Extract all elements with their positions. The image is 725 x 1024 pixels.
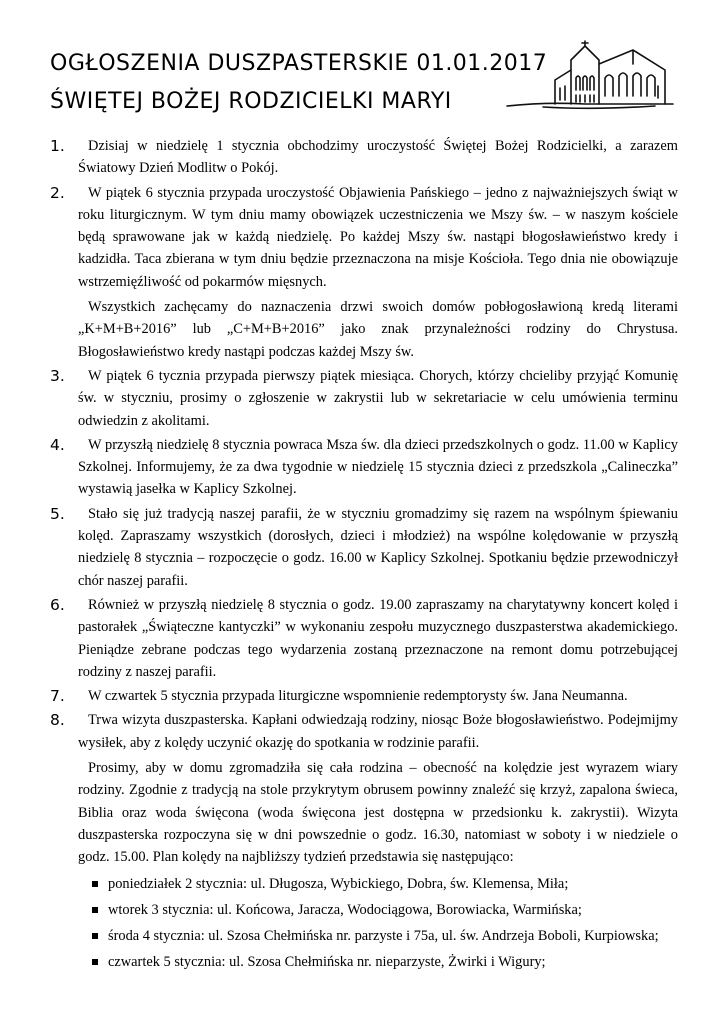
item-number: 3.: [50, 366, 65, 385]
church-logo-icon: [505, 40, 675, 114]
page-subtitle: ŚWIĘTEJ BOŻEJ RODZICIELKI MARYI: [50, 89, 452, 114]
schedule-item-text: poniedziałek 2 stycznia: ul. Długosza, Wybickiego, Dobra, św. Klemensa, Miła;: [108, 875, 569, 892]
item-text: Stało się już tradycją naszej parafii, że w styczniu gromadzimy się razem na wspólnym śpiewaniu kolęd. Zapraszamy wszystkich (dorosłych, dzieci i młodzież) na wspólne kolędowanie w przyszłą niedzielę 8 stycznia – rozpoczęcie o godz. 16.00 w Kaplicy Szkolnej. Spotkaniu będzie przewodniczył chór naszej parafii.: [78, 505, 678, 589]
square-bullet-icon: [92, 881, 98, 887]
announcement-item: [48, 709, 678, 973]
square-bullet-icon: [92, 959, 98, 965]
item-number: 2.: [50, 183, 65, 202]
item-text: W piątek 6 tycznia przypada pierwszy piątek miesiąca. Chorych, którzy chcieliby przyjąć Komunię św. w styczniu, prosimy o zgłoszenie w zakrystii lub w sekretariacie w celu umówienia terminu odwiedzin z akolitami.: [78, 367, 678, 429]
announcement-item: [48, 365, 678, 432]
item-text: W piątek 6 stycznia przypada uroczystość Objawienia Pańskiego – jedno z najważniejszych świąt w roku liturgicznym. W tym dniu mamy obowiązek uczestniczenia we Mszy św. – w naszym kościele będą sprawowane jak w każdą niedzielę. Po każdej Mszy św. nastąpi błogosławieństwo kredy i kadzidła. Taca zbierana w tym dniu będzie przeznaczona na misje Kościoła. Tego dnia nie obowiązuje wstrzemięźliwość od pokarmów mięsnych.: [78, 184, 678, 290]
announcement-item: [48, 594, 678, 683]
square-bullet-icon: [92, 907, 98, 913]
announcement-item: [48, 503, 678, 592]
item-number: 8.: [50, 711, 65, 730]
item-text: Prosimy, aby w domu zgromadziła się cała rodzina – obecność na kolędzie jest wyrazem wiary rodziny. Zgodnie z tradycją na stole przykrytym obrusem powinny znaleźć się krzyż, zapalona świeca, Biblia oraz woda święcona (woda święcona jest dostępna w przedsionku k. zakrystii). Wizyta duszpasterska rozpoczyna się w dni powszednie o godz. 16.30, natomiast w soboty i w niedziele o godz. 15.00. Plan kolędy na najbliższy tydzień przedstawia się następująco:: [78, 760, 678, 866]
item-text: Również w przyszłą niedzielę 8 stycznia o godz. 19.00 zapraszamy na charytatywny koncert kolęd i pastorałek „Świąteczne kantyczki” w wykonaniu zespołu muzycznego duszpasterstwa akademickiego. Pieniądze zebrane podczas tego wydarzenia zostaną przeznaczone na remont domu potrzebującej rodziny z naszej parafii.: [78, 596, 678, 680]
schedule-item-text: czwartek 5 stycznia: ul. Szosa Chełmińska nr. nieparzyste, Żwirki i Wigury;: [108, 954, 546, 971]
item-text: Wszystkich zachęcamy do naznaczenia drzwi swoich domów pobłogosławioną kredą literami „K+M+B+2016” lub „C+M+B+2016” jako znak przynależności rodziny do Chrystusa. Błogosławieństwo kredy nastąpi podczas każdej Mszy św.: [78, 299, 678, 360]
announcement-item: [48, 434, 678, 501]
schedule-item-text: wtorek 3 stycznia: ul. Końcowa, Jaracza, Wodociągowa, Borowiacka, Warmińska;: [108, 901, 582, 918]
schedule-item: [78, 873, 678, 895]
item-number: 6.: [50, 595, 65, 614]
item-text: W czwartek 5 stycznia przypada liturgiczne wspomnienie redemptorysty św. Jana Neumanna.: [88, 688, 628, 705]
schedule-item: [78, 951, 678, 973]
item-number: 5.: [50, 504, 65, 523]
item-text: Trwa wizyta duszpasterska. Kapłani odwiedzają rodziny, niosąc Boże błogosławieństwo. Podejmijmy wysiłek, aby z kolędy uczynić okazję do spotkania w rodzinie parafii.: [78, 712, 678, 751]
schedule-item-text: środa 4 stycznia: ul. Szosa Chełmińska nr. parzyste i 75a, ul. św. Andrzeja Boboli, Kurpiowska;: [108, 928, 659, 945]
schedule-item: [78, 899, 678, 921]
item-number: 7.: [50, 687, 65, 706]
announcement-item: [48, 182, 678, 363]
item-number: 4.: [50, 435, 65, 454]
square-bullet-icon: [92, 933, 98, 939]
item-text: Dzisiaj w niedzielę 1 stycznia obchodzimy uroczystość Świętej Bożej Rodzicielki, a zarazem Światowy Dzień Modlitw o Pokój.: [78, 138, 678, 177]
schedule-item: [78, 925, 678, 947]
announcements-list: [48, 135, 678, 978]
announcement-item: [48, 135, 678, 180]
page-title: OGŁOSZENIA DUSZPASTERSKIE 01.01.2017: [50, 51, 548, 76]
item-number: 1.: [50, 137, 65, 155]
item-text: W przyszłą niedzielę 8 stycznia powraca Msza św. dla dzieci przedszkolnych o godz. 11.00 w Kaplicy Szkolnej. Informujemy, że za dwa tygodnie w niedzielę 15 stycznia dzieci z przedszkola „Calineczka” wystawią jasełka w Kaplicy Szkolnej.: [78, 436, 678, 498]
document-header: [50, 45, 548, 121]
visit-schedule-list: [78, 873, 678, 974]
announcement-item: [48, 685, 678, 707]
